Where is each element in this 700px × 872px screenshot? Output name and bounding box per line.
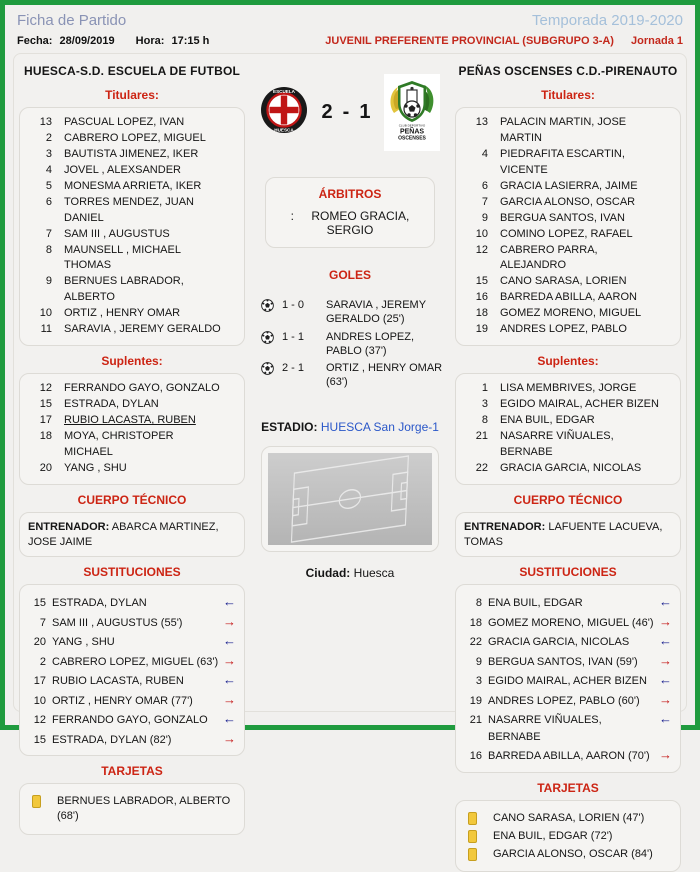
- player-name: ESTRADA, DYLAN: [52, 597, 147, 610]
- player-name: GARCIA ALONSO, OSCAR: [500, 195, 636, 208]
- substitution-arrow-icon: →: [659, 613, 672, 629]
- substitution-arrow-icon: ←: [223, 672, 236, 688]
- player-number: 19: [475, 323, 488, 336]
- player-name: GRACIA GARCIA, NICOLAS: [500, 461, 642, 474]
- yellow-card-icon: [468, 830, 477, 843]
- away-score: 1: [359, 101, 371, 123]
- player-number: 2: [45, 131, 52, 144]
- card-row: [28, 794, 236, 824]
- player-number: 4: [45, 163, 52, 176]
- substitution-row: [28, 729, 236, 749]
- substitution-row: [464, 690, 672, 710]
- player-name: BARREDA ABILLA, AARON (70'): [488, 750, 650, 763]
- player-number: 18: [475, 307, 488, 320]
- player-name: ENA BUIL, EDGAR: [500, 414, 595, 426]
- player-row: [464, 290, 672, 306]
- soccer-ball-icon: [261, 299, 274, 312]
- player-name: BAUTISTA JIMENEZ, IKER: [64, 147, 199, 160]
- player-row: [28, 243, 236, 275]
- player-number: 3: [481, 398, 488, 411]
- away-suplentes-panel: [455, 373, 681, 485]
- player-name: RUBIO LACASTA, RUBEN: [52, 675, 184, 688]
- substitution-arrow-icon: ←: [659, 672, 672, 688]
- player-number: 7: [481, 195, 488, 208]
- goal-row: [261, 298, 443, 327]
- player-name: ORTIZ , HENRY OMAR (77'): [52, 694, 193, 707]
- player-name: ESTRADA, DYLAN: [64, 398, 159, 411]
- card-row: [464, 829, 672, 844]
- player-name: ANDRES LOPEZ, PABLO: [500, 323, 627, 336]
- player-row: [28, 413, 236, 429]
- home-titulares-panel: [19, 107, 245, 346]
- substitution-row: [28, 631, 236, 651]
- home-titulares-title: Titulares:: [105, 88, 159, 102]
- player-name: MONESMA ARRIETA, IKER: [64, 179, 202, 192]
- goal-score: 2 - 1: [282, 362, 305, 375]
- away-sustituciones-title: SUSTITUCIONES: [519, 565, 617, 580]
- card-row: [464, 811, 672, 826]
- player-name: MOYA, CHRISTOPER MICHAEL: [64, 429, 174, 458]
- stadium-photo-panel: [261, 446, 439, 552]
- goal-row: [261, 361, 443, 390]
- fecha-label: Fecha:: [17, 35, 53, 47]
- jornada-label: Jornada 1: [631, 35, 683, 47]
- player-number: 9: [45, 275, 52, 288]
- player-number: 16: [475, 291, 488, 304]
- player-number: 7: [39, 616, 46, 629]
- player-row: [464, 227, 672, 243]
- player-number: 21: [475, 429, 488, 442]
- player-name: COMINO LOPEZ, RAFAEL: [500, 227, 633, 240]
- player-name: EGIDO MAIRAL, ACHER BIZEN: [500, 398, 659, 411]
- player-number: 18: [39, 429, 52, 442]
- arbitro-name: ROMEO GRACIA, SERGIO: [311, 209, 410, 237]
- home-coach-name: ABARCA MARTINEZ, JOSE JAIME: [28, 520, 219, 548]
- away-tarjetas-title: TARJETAS: [537, 780, 599, 795]
- player-name: BERNUES LABRADOR, ALBERTO: [64, 275, 184, 304]
- player-name: ORTIZ , HENRY OMAR: [64, 307, 181, 320]
- substitution-row: [28, 612, 236, 632]
- player-number: 3: [475, 675, 482, 688]
- player-number: 5: [45, 179, 52, 192]
- substitution-row: [464, 651, 672, 671]
- player-number: 20: [33, 636, 46, 649]
- svg-text:CLUB DEPORTIVO: CLUB DEPORTIVO: [399, 123, 426, 128]
- player-number: 2: [39, 655, 46, 668]
- player-number: 9: [475, 655, 482, 668]
- soccer-ball-icon: [261, 331, 274, 344]
- player-row: [464, 381, 672, 397]
- svg-text:HUESCA: HUESCA: [273, 127, 294, 133]
- player-number: 19: [469, 694, 482, 707]
- player-name: BERGUA SANTOS, IVAN (59'): [488, 655, 638, 668]
- player-number: 18: [469, 616, 482, 629]
- player-row: [28, 381, 236, 397]
- away-tarjetas-panel: [455, 800, 681, 872]
- player-number: 1: [481, 382, 488, 395]
- player-number: 7: [45, 227, 52, 240]
- player-row: [464, 461, 672, 477]
- away-team-column: [455, 60, 681, 872]
- away-titulares-panel: [455, 107, 681, 346]
- player-name: GOMEZ MORENO, MIGUEL (46'): [488, 616, 654, 629]
- player-name: MAUNSELL , MICHAEL THOMAS: [64, 243, 181, 272]
- substitution-row: [28, 670, 236, 690]
- player-number: 15: [475, 275, 488, 288]
- player-row: [28, 322, 236, 338]
- player-row: [464, 211, 672, 227]
- away-team-logo: [384, 74, 440, 151]
- player-number: 22: [469, 636, 482, 649]
- header-bar: [5, 5, 695, 31]
- substitution-row: [28, 592, 236, 612]
- player-number: 12: [475, 243, 488, 256]
- home-suplentes-panel: [19, 373, 245, 485]
- player-number: 15: [33, 597, 46, 610]
- home-coach-panel: [19, 512, 245, 558]
- player-number: 15: [33, 733, 46, 746]
- player-number: 10: [33, 694, 46, 707]
- away-suplentes-title: Suplentes:: [537, 354, 599, 369]
- entrenador-label: ENTRENADOR:: [464, 520, 546, 533]
- player-name: CABRERO LOPEZ, MIGUEL: [64, 131, 206, 144]
- substitution-arrow-icon: ←: [223, 633, 236, 649]
- goles-list: [261, 298, 443, 390]
- away-coach-panel: [455, 512, 681, 558]
- substitution-row: [464, 709, 672, 745]
- player-row: [464, 115, 672, 147]
- player-name: FERRANDO GAYO, GONZALO: [64, 382, 220, 395]
- yellow-card-icon: [468, 812, 477, 825]
- substitution-row: [464, 670, 672, 690]
- player-row: [464, 322, 672, 338]
- substitution-arrow-icon: →: [223, 613, 236, 629]
- player-number: 12: [33, 714, 46, 727]
- player-number: 16: [469, 750, 482, 763]
- player-name: JOVEL , ALEXSANDER: [64, 163, 181, 176]
- home-tarjetas-panel: [19, 783, 245, 835]
- player-number: 21: [469, 714, 482, 727]
- yellow-card-icon: [468, 848, 477, 861]
- goal-row: [261, 330, 443, 359]
- player-name: GOMEZ MORENO, MIGUEL: [500, 307, 642, 320]
- substitution-arrow-icon: ←: [659, 711, 672, 727]
- player-number: 8: [475, 597, 482, 610]
- goal-scorer: SARAVIA , JEREMY GERALDO (25'): [326, 299, 426, 326]
- player-name: CABRERO LOPEZ, MIGUEL (63'): [52, 655, 219, 668]
- player-row: [464, 306, 672, 322]
- hora-label: Hora:: [135, 35, 165, 47]
- player-number: 9: [481, 211, 488, 224]
- estadio-link[interactable]: HUESCA San Jorge-1: [320, 419, 439, 434]
- substitution-arrow-icon: →: [659, 747, 672, 763]
- home-team-name: HUESCA-S.D. ESCUELA DE FUTBOL: [23, 64, 241, 78]
- player-number: 8: [45, 243, 52, 256]
- score-separator: -: [342, 101, 350, 123]
- player-name: FERRANDO GAYO, GONZALO: [52, 714, 208, 727]
- player-number: 8: [481, 414, 488, 426]
- goal-score: 1 - 0: [282, 299, 305, 311]
- player-row: [28, 179, 236, 195]
- substitution-arrow-icon: ←: [659, 594, 672, 610]
- card-row: [464, 847, 672, 862]
- home-team-logo: [260, 86, 308, 139]
- home-suplentes-title: Suplentes:: [101, 354, 163, 369]
- soccer-ball-icon: [261, 362, 274, 375]
- match-sheet: [13, 53, 687, 860]
- arbitros-title: ÁRBITROS: [318, 187, 382, 201]
- competition-label: JUVENIL PREFERENTE PROVINCIAL (SUBGRUPO 3-A): [325, 35, 614, 47]
- player-row: [464, 243, 672, 275]
- entrenador-label: ENTRENADOR:: [28, 520, 110, 533]
- substitution-row: [28, 690, 236, 710]
- substitution-arrow-icon: →: [223, 691, 236, 707]
- player-number: 15: [39, 398, 52, 411]
- player-number: 10: [475, 227, 488, 240]
- player-number: 10: [39, 307, 52, 320]
- player-name: CANO SARASA, LORIEN: [500, 275, 627, 288]
- substitution-arrow-icon: ←: [223, 594, 236, 610]
- stadium-photo: [268, 453, 432, 545]
- player-number: 6: [481, 179, 488, 192]
- substitution-row: [464, 631, 672, 651]
- player-row: [464, 195, 672, 211]
- yellow-card-icon: [32, 795, 41, 808]
- player-number: 13: [475, 116, 488, 128]
- svg-text:OSCENSES: OSCENSES: [398, 135, 427, 142]
- player-row: [464, 397, 672, 413]
- player-name: CANO SARASA, LORIEN (47'): [493, 811, 645, 824]
- player-number: 6: [45, 195, 52, 208]
- player-name: BARREDA ABILLA, AARON: [500, 291, 637, 304]
- away-cuerpo-tecnico-title: CUERPO TÉCNICO: [513, 492, 623, 507]
- substitution-row: [464, 612, 672, 632]
- player-number: 22: [475, 461, 488, 474]
- svg-text:ESCUELA: ESCUELA: [272, 88, 295, 94]
- player-row: [28, 195, 236, 227]
- substitution-arrow-icon: →: [659, 652, 672, 668]
- player-name: PALACIN MARTIN, JOSE MARTIN: [500, 116, 627, 144]
- player-name: LISA MEMBRIVES, JORGE: [500, 382, 637, 395]
- player-name: NASARRE VIÑUALES, BERNABE: [500, 429, 614, 458]
- player-row: [28, 163, 236, 179]
- away-sustituciones-panel: [455, 584, 681, 773]
- player-name: NASARRE VIÑUALES, BERNABE: [488, 714, 602, 743]
- home-cuerpo-tecnico-title: CUERPO TÉCNICO: [77, 492, 187, 507]
- home-team-column: [19, 60, 245, 872]
- match-meta-bar: [5, 31, 695, 53]
- player-name: BERGUA SANTOS, IVAN: [500, 211, 625, 224]
- substitution-row: [28, 651, 236, 671]
- player-row: [28, 306, 236, 322]
- arbitros-panel: [265, 177, 435, 248]
- goles-title: GOLES: [328, 268, 371, 282]
- player-row: [28, 429, 236, 461]
- substitution-row: [28, 709, 236, 729]
- substitution-arrow-icon: →: [659, 691, 672, 707]
- home-sustituciones-panel: [19, 584, 245, 756]
- player-name: BERNUES LABRADOR, ALBERTO (68'): [57, 795, 231, 823]
- player-name: EGIDO MAIRAL, ACHER BIZEN: [488, 675, 647, 688]
- player-name: GRACIA GARCIA, NICOLAS: [488, 636, 630, 649]
- player-number: 4: [481, 147, 488, 160]
- goal-scorer: ANDRES LOPEZ, PABLO (37'): [326, 330, 415, 357]
- player-name: SAM III , AUGUSTUS (55'): [52, 616, 183, 629]
- home-score: 2: [321, 101, 333, 123]
- player-row: [464, 179, 672, 195]
- away-coach-name: LAFUENTE LACUEVA, TOMAS: [464, 520, 663, 548]
- estadio-label: ESTADIO:: [261, 419, 318, 434]
- player-row: [464, 429, 672, 461]
- substitution-arrow-icon: →: [223, 730, 236, 746]
- player-row: [28, 227, 236, 243]
- player-name: PASCUAL LOPEZ, IVAN: [64, 116, 185, 128]
- player-row: [28, 131, 236, 147]
- season-label: Temporada 2019-2020: [532, 12, 683, 29]
- page-title: Ficha de Partido: [17, 12, 127, 29]
- player-name: ANDRES LOPEZ, PABLO (60'): [488, 694, 640, 707]
- player-number: 3: [45, 147, 52, 160]
- home-sustituciones-title: SUSTITUCIONES: [83, 565, 181, 580]
- substitution-row: [464, 745, 672, 765]
- ciudad-label: Ciudad:: [305, 565, 351, 580]
- player-name: SAM III , AUGUSTUS: [64, 227, 170, 240]
- player-number: 13: [39, 116, 52, 128]
- player-name: GRACIA LASIERRA, JAIME: [500, 179, 638, 192]
- away-team-name: PEÑAS OSCENSES C.D.-PIRENAUTO: [458, 64, 678, 78]
- player-row: [28, 274, 236, 306]
- player-row: [464, 274, 672, 290]
- player-name: ENA BUIL, EDGAR: [488, 597, 583, 610]
- substitution-row: [464, 592, 672, 612]
- arbitro-colon: :: [290, 209, 294, 223]
- player-name: YANG , SHU: [64, 461, 127, 474]
- player-number: 17: [39, 414, 52, 426]
- player-name: GARCIA ALONSO, OSCAR (84'): [493, 847, 653, 860]
- fecha-value: 28/09/2019: [59, 35, 115, 47]
- substitution-arrow-icon: ←: [223, 711, 236, 727]
- hora-value: 17:15 h: [171, 35, 210, 47]
- substitution-arrow-icon: →: [223, 652, 236, 668]
- home-tarjetas-title: TARJETAS: [101, 764, 163, 779]
- player-row: [28, 115, 236, 131]
- player-name: TORRES MENDEZ, JUAN DANIEL: [64, 195, 194, 224]
- player-row: [464, 147, 672, 179]
- away-titulares-title: Titulares:: [541, 88, 595, 102]
- ciudad-value: Huesca: [353, 565, 395, 580]
- goal-scorer: ORTIZ , HENRY OMAR (63'): [326, 362, 443, 389]
- player-row: [28, 397, 236, 413]
- player-number: 11: [40, 323, 52, 336]
- player-name: ENA BUIL, EDGAR (72'): [493, 829, 613, 842]
- player-name: PIEDRAFITA ESCARTIN, VICENTE: [500, 147, 625, 176]
- center-column: [251, 60, 449, 872]
- player-name: ESTRADA, DYLAN (82'): [52, 733, 172, 746]
- player-name: YANG , SHU: [52, 636, 115, 649]
- svg-text:PEÑAS: PEÑAS: [400, 128, 425, 136]
- player-number: 17: [33, 675, 46, 688]
- player-number: 12: [39, 382, 52, 395]
- player-name: SARAVIA , JEREMY GERALDO: [64, 323, 221, 336]
- player-row: [464, 413, 672, 429]
- player-number: 20: [39, 461, 52, 474]
- player-name: CABRERO PARRA, ALEJANDRO: [500, 243, 598, 272]
- goal-score: 1 - 1: [282, 330, 305, 343]
- substitution-arrow-icon: ←: [659, 633, 672, 649]
- player-row: [28, 147, 236, 163]
- player-name: RUBIO LACASTA, RUBEN: [64, 414, 196, 426]
- player-row: [28, 461, 236, 477]
